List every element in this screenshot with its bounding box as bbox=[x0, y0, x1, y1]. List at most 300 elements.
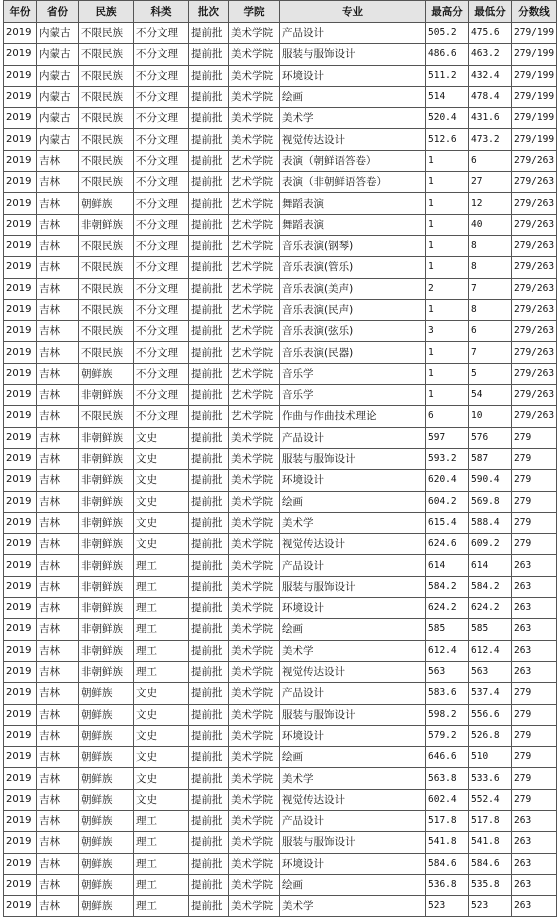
table-row bbox=[4, 172, 557, 193]
cell-ethnicity: 朝鲜族 bbox=[79, 747, 134, 768]
cell-year: 2019 bbox=[4, 427, 37, 448]
cell-subject-type: 文史 bbox=[134, 427, 189, 448]
cell-year: 2019 bbox=[4, 65, 37, 86]
cell-college: 艺术学院 bbox=[229, 406, 280, 427]
cell-ethnicity: 不限民族 bbox=[79, 65, 134, 86]
cell-subject-type: 不分文理 bbox=[134, 44, 189, 65]
cell-max-score: 593.2 bbox=[426, 448, 469, 469]
cell-year: 2019 bbox=[4, 896, 37, 917]
header-batch: 批次 bbox=[189, 1, 229, 23]
table-row bbox=[4, 385, 557, 406]
cell-batch: 提前批 bbox=[189, 342, 229, 363]
cell-max-score: 624.2 bbox=[426, 598, 469, 619]
cell-batch: 提前批 bbox=[189, 534, 229, 555]
cell-ethnicity: 非朝鲜族 bbox=[79, 640, 134, 661]
cell-major: 产品设计 bbox=[280, 683, 426, 704]
cell-ethnicity: 不限民族 bbox=[79, 23, 134, 44]
cell-min-score: 535.8 bbox=[469, 874, 512, 895]
header-cutoff-line: 分数线 bbox=[512, 1, 557, 23]
cell-college: 美术学院 bbox=[229, 448, 280, 469]
cell-batch: 提前批 bbox=[189, 448, 229, 469]
cell-batch: 提前批 bbox=[189, 768, 229, 789]
cell-major: 视觉传达设计 bbox=[280, 534, 426, 555]
cell-college: 艺术学院 bbox=[229, 299, 280, 320]
cell-max-score: 536.8 bbox=[426, 874, 469, 895]
cell-ethnicity: 朝鲜族 bbox=[79, 832, 134, 853]
cell-college: 美术学院 bbox=[229, 555, 280, 576]
cell-min-score: 537.4 bbox=[469, 683, 512, 704]
cell-province: 内蒙古 bbox=[37, 108, 79, 129]
cell-province: 吉林 bbox=[37, 768, 79, 789]
cell-max-score: 584.2 bbox=[426, 576, 469, 597]
admission-score-table bbox=[3, 0, 557, 917]
table-row bbox=[4, 768, 557, 789]
cell-batch: 提前批 bbox=[189, 725, 229, 746]
cell-batch: 提前批 bbox=[189, 789, 229, 810]
cell-subject-type: 文史 bbox=[134, 470, 189, 491]
cell-subject-type: 文史 bbox=[134, 534, 189, 555]
cell-batch: 提前批 bbox=[189, 23, 229, 44]
cell-cutoff-line: 263 bbox=[512, 619, 557, 640]
cell-major: 音乐表演(钢琴) bbox=[280, 235, 426, 256]
cell-max-score: 563.8 bbox=[426, 768, 469, 789]
cell-major: 环境设计 bbox=[280, 853, 426, 874]
cell-province: 吉林 bbox=[37, 491, 79, 512]
cell-major: 服装与服饰设计 bbox=[280, 576, 426, 597]
cell-subject-type: 不分文理 bbox=[134, 406, 189, 427]
cell-min-score: 585 bbox=[469, 619, 512, 640]
cell-min-score: 609.2 bbox=[469, 534, 512, 555]
cell-subject-type: 文史 bbox=[134, 789, 189, 810]
cell-year: 2019 bbox=[4, 299, 37, 320]
cell-subject-type: 不分文理 bbox=[134, 385, 189, 406]
cell-province: 吉林 bbox=[37, 704, 79, 725]
cell-min-score: 7 bbox=[469, 278, 512, 299]
cell-year: 2019 bbox=[4, 768, 37, 789]
cell-min-score: 552.4 bbox=[469, 789, 512, 810]
cell-min-score: 533.6 bbox=[469, 768, 512, 789]
cell-year: 2019 bbox=[4, 470, 37, 491]
cell-min-score: 27 bbox=[469, 172, 512, 193]
cell-cutoff-line: 279/263 bbox=[512, 299, 557, 320]
cell-college: 美术学院 bbox=[229, 725, 280, 746]
cell-min-score: 584.6 bbox=[469, 853, 512, 874]
cell-min-score: 563 bbox=[469, 661, 512, 682]
cell-year: 2019 bbox=[4, 214, 37, 235]
cell-year: 2019 bbox=[4, 491, 37, 512]
cell-province: 吉林 bbox=[37, 299, 79, 320]
cell-max-score: 1 bbox=[426, 257, 469, 278]
cell-cutoff-line: 279/263 bbox=[512, 342, 557, 363]
cell-min-score: 510 bbox=[469, 747, 512, 768]
cell-major: 绘画 bbox=[280, 86, 426, 107]
cell-min-score: 556.6 bbox=[469, 704, 512, 725]
cell-batch: 提前批 bbox=[189, 853, 229, 874]
header-row bbox=[4, 1, 557, 23]
table-row bbox=[4, 853, 557, 874]
cell-batch: 提前批 bbox=[189, 129, 229, 150]
cell-year: 2019 bbox=[4, 363, 37, 384]
cell-cutoff-line: 279/199 bbox=[512, 86, 557, 107]
cell-college: 美术学院 bbox=[229, 576, 280, 597]
cell-year: 2019 bbox=[4, 534, 37, 555]
cell-ethnicity: 不限民族 bbox=[79, 44, 134, 65]
cell-cutoff-line: 279/263 bbox=[512, 172, 557, 193]
cell-min-score: 612.4 bbox=[469, 640, 512, 661]
table-row bbox=[4, 448, 557, 469]
cell-province: 内蒙古 bbox=[37, 44, 79, 65]
cell-max-score: 579.2 bbox=[426, 725, 469, 746]
cell-year: 2019 bbox=[4, 747, 37, 768]
cell-subject-type: 文史 bbox=[134, 747, 189, 768]
cell-college: 美术学院 bbox=[229, 683, 280, 704]
cell-batch: 提前批 bbox=[189, 427, 229, 448]
cell-ethnicity: 非朝鲜族 bbox=[79, 619, 134, 640]
cell-major: 音乐学 bbox=[280, 363, 426, 384]
cell-province: 吉林 bbox=[37, 470, 79, 491]
cell-max-score: 615.4 bbox=[426, 512, 469, 533]
cell-ethnicity: 非朝鲜族 bbox=[79, 555, 134, 576]
cell-max-score: 604.2 bbox=[426, 491, 469, 512]
cell-batch: 提前批 bbox=[189, 598, 229, 619]
cell-major: 美术学 bbox=[280, 896, 426, 917]
cell-province: 吉林 bbox=[37, 619, 79, 640]
cell-max-score: 597 bbox=[426, 427, 469, 448]
cell-max-score: 517.8 bbox=[426, 810, 469, 831]
cell-cutoff-line: 279/263 bbox=[512, 385, 557, 406]
header-min-score: 最低分 bbox=[469, 1, 512, 23]
cell-college: 美术学院 bbox=[229, 86, 280, 107]
cell-cutoff-line: 279/263 bbox=[512, 150, 557, 171]
cell-subject-type: 文史 bbox=[134, 704, 189, 725]
table-row bbox=[4, 491, 557, 512]
cell-year: 2019 bbox=[4, 725, 37, 746]
cell-major: 服装与服饰设计 bbox=[280, 704, 426, 725]
cell-min-score: 523 bbox=[469, 896, 512, 917]
cell-major: 美术学 bbox=[280, 640, 426, 661]
table-row bbox=[4, 278, 557, 299]
cell-cutoff-line: 263 bbox=[512, 576, 557, 597]
table-row bbox=[4, 108, 557, 129]
table-row bbox=[4, 555, 557, 576]
cell-subject-type: 不分文理 bbox=[134, 150, 189, 171]
cell-college: 美术学院 bbox=[229, 768, 280, 789]
cell-ethnicity: 不限民族 bbox=[79, 129, 134, 150]
cell-batch: 提前批 bbox=[189, 491, 229, 512]
cell-major: 服装与服饰设计 bbox=[280, 832, 426, 853]
cell-batch: 提前批 bbox=[189, 86, 229, 107]
cell-college: 艺术学院 bbox=[229, 363, 280, 384]
cell-min-score: 8 bbox=[469, 299, 512, 320]
cell-min-score: 517.8 bbox=[469, 810, 512, 831]
cell-subject-type: 文史 bbox=[134, 683, 189, 704]
table-row bbox=[4, 640, 557, 661]
cell-min-score: 5 bbox=[469, 363, 512, 384]
cell-college: 美术学院 bbox=[229, 661, 280, 682]
cell-province: 吉林 bbox=[37, 598, 79, 619]
cell-college: 美术学院 bbox=[229, 65, 280, 86]
cell-ethnicity: 朝鲜族 bbox=[79, 704, 134, 725]
table-row bbox=[4, 342, 557, 363]
cell-year: 2019 bbox=[4, 512, 37, 533]
table-row bbox=[4, 406, 557, 427]
cell-min-score: 10 bbox=[469, 406, 512, 427]
cell-min-score: 7 bbox=[469, 342, 512, 363]
cell-max-score: 598.2 bbox=[426, 704, 469, 725]
cell-year: 2019 bbox=[4, 257, 37, 278]
table-row bbox=[4, 725, 557, 746]
cell-ethnicity: 朝鲜族 bbox=[79, 853, 134, 874]
cell-college: 艺术学院 bbox=[229, 321, 280, 342]
cell-subject-type: 理工 bbox=[134, 576, 189, 597]
cell-cutoff-line: 279/199 bbox=[512, 108, 557, 129]
cell-province: 吉林 bbox=[37, 832, 79, 853]
cell-province: 内蒙古 bbox=[37, 65, 79, 86]
table-row bbox=[4, 789, 557, 810]
table-row bbox=[4, 235, 557, 256]
cell-max-score: 1 bbox=[426, 235, 469, 256]
cell-year: 2019 bbox=[4, 598, 37, 619]
cell-subject-type: 理工 bbox=[134, 640, 189, 661]
cell-ethnicity: 朝鲜族 bbox=[79, 874, 134, 895]
cell-year: 2019 bbox=[4, 640, 37, 661]
cell-college: 美术学院 bbox=[229, 704, 280, 725]
cell-province: 吉林 bbox=[37, 278, 79, 299]
cell-province: 吉林 bbox=[37, 874, 79, 895]
cell-batch: 提前批 bbox=[189, 640, 229, 661]
cell-ethnicity: 非朝鲜族 bbox=[79, 385, 134, 406]
cell-province: 内蒙古 bbox=[37, 23, 79, 44]
cell-cutoff-line: 279/263 bbox=[512, 406, 557, 427]
cell-major: 环境设计 bbox=[280, 725, 426, 746]
header-subject-type: 科类 bbox=[134, 1, 189, 23]
cell-major: 美术学 bbox=[280, 768, 426, 789]
cell-cutoff-line: 279/199 bbox=[512, 129, 557, 150]
table-row bbox=[4, 512, 557, 533]
cell-year: 2019 bbox=[4, 683, 37, 704]
cell-province: 吉林 bbox=[37, 321, 79, 342]
cell-cutoff-line: 279/263 bbox=[512, 363, 557, 384]
cell-college: 美术学院 bbox=[229, 832, 280, 853]
cell-subject-type: 文史 bbox=[134, 768, 189, 789]
cell-province: 吉林 bbox=[37, 150, 79, 171]
cell-province: 内蒙古 bbox=[37, 129, 79, 150]
cell-college: 艺术学院 bbox=[229, 278, 280, 299]
cell-year: 2019 bbox=[4, 172, 37, 193]
table-row bbox=[4, 321, 557, 342]
cell-province: 吉林 bbox=[37, 576, 79, 597]
cell-year: 2019 bbox=[4, 406, 37, 427]
cell-cutoff-line: 279/263 bbox=[512, 214, 557, 235]
cell-year: 2019 bbox=[4, 555, 37, 576]
cell-cutoff-line: 279/199 bbox=[512, 44, 557, 65]
cell-province: 吉林 bbox=[37, 235, 79, 256]
cell-subject-type: 不分文理 bbox=[134, 129, 189, 150]
cell-province: 吉林 bbox=[37, 789, 79, 810]
cell-subject-type: 不分文理 bbox=[134, 65, 189, 86]
cell-cutoff-line: 279 bbox=[512, 427, 557, 448]
cell-province: 吉林 bbox=[37, 363, 79, 384]
cell-ethnicity: 非朝鲜族 bbox=[79, 448, 134, 469]
cell-ethnicity: 非朝鲜族 bbox=[79, 512, 134, 533]
cell-min-score: 588.4 bbox=[469, 512, 512, 533]
cell-ethnicity: 非朝鲜族 bbox=[79, 427, 134, 448]
cell-ethnicity: 非朝鲜族 bbox=[79, 491, 134, 512]
cell-subject-type: 文史 bbox=[134, 725, 189, 746]
cell-ethnicity: 不限民族 bbox=[79, 321, 134, 342]
cell-province: 吉林 bbox=[37, 385, 79, 406]
cell-cutoff-line: 279/263 bbox=[512, 321, 557, 342]
header-max-score: 最高分 bbox=[426, 1, 469, 23]
cell-batch: 提前批 bbox=[189, 683, 229, 704]
cell-major: 环境设计 bbox=[280, 470, 426, 491]
cell-max-score: 1 bbox=[426, 385, 469, 406]
cell-batch: 提前批 bbox=[189, 747, 229, 768]
cell-major: 绘画 bbox=[280, 747, 426, 768]
cell-year: 2019 bbox=[4, 810, 37, 831]
cell-year: 2019 bbox=[4, 576, 37, 597]
cell-cutoff-line: 279 bbox=[512, 704, 557, 725]
cell-max-score: 583.6 bbox=[426, 683, 469, 704]
cell-subject-type: 理工 bbox=[134, 853, 189, 874]
cell-ethnicity: 朝鲜族 bbox=[79, 810, 134, 831]
table-row bbox=[4, 427, 557, 448]
header-province: 省份 bbox=[37, 1, 79, 23]
cell-year: 2019 bbox=[4, 704, 37, 725]
header-college: 学院 bbox=[229, 1, 280, 23]
cell-batch: 提前批 bbox=[189, 235, 229, 256]
cell-subject-type: 不分文理 bbox=[134, 214, 189, 235]
cell-cutoff-line: 279 bbox=[512, 512, 557, 533]
table-row bbox=[4, 810, 557, 831]
cell-ethnicity: 不限民族 bbox=[79, 257, 134, 278]
cell-major: 音乐学 bbox=[280, 385, 426, 406]
header-ethnicity: 民族 bbox=[79, 1, 134, 23]
cell-province: 吉林 bbox=[37, 342, 79, 363]
cell-cutoff-line: 263 bbox=[512, 555, 557, 576]
cell-college: 美术学院 bbox=[229, 640, 280, 661]
cell-min-score: 432.4 bbox=[469, 65, 512, 86]
cell-province: 吉林 bbox=[37, 406, 79, 427]
cell-subject-type: 不分文理 bbox=[134, 342, 189, 363]
cell-province: 吉林 bbox=[37, 853, 79, 874]
cell-max-score: 1 bbox=[426, 172, 469, 193]
cell-max-score: 1 bbox=[426, 363, 469, 384]
cell-province: 吉林 bbox=[37, 257, 79, 278]
cell-province: 吉林 bbox=[37, 214, 79, 235]
cell-max-score: 6 bbox=[426, 406, 469, 427]
cell-max-score: 486.6 bbox=[426, 44, 469, 65]
cell-min-score: 475.6 bbox=[469, 23, 512, 44]
cell-province: 吉林 bbox=[37, 683, 79, 704]
cell-min-score: 8 bbox=[469, 235, 512, 256]
cell-year: 2019 bbox=[4, 448, 37, 469]
cell-ethnicity: 不限民族 bbox=[79, 172, 134, 193]
cell-max-score: 620.4 bbox=[426, 470, 469, 491]
table-row bbox=[4, 683, 557, 704]
header-year: 年份 bbox=[4, 1, 37, 23]
cell-major: 音乐表演(民声) bbox=[280, 299, 426, 320]
cell-max-score: 511.2 bbox=[426, 65, 469, 86]
cell-min-score: 569.8 bbox=[469, 491, 512, 512]
cell-major: 作曲与作曲技术理论 bbox=[280, 406, 426, 427]
cell-cutoff-line: 263 bbox=[512, 896, 557, 917]
cell-year: 2019 bbox=[4, 661, 37, 682]
cell-subject-type: 理工 bbox=[134, 832, 189, 853]
table-row bbox=[4, 363, 557, 384]
cell-major: 音乐表演(美声) bbox=[280, 278, 426, 299]
cell-cutoff-line: 279 bbox=[512, 470, 557, 491]
cell-college: 美术学院 bbox=[229, 874, 280, 895]
cell-major: 服装与服饰设计 bbox=[280, 448, 426, 469]
table-row bbox=[4, 214, 557, 235]
cell-major: 产品设计 bbox=[280, 810, 426, 831]
cell-max-score: 3 bbox=[426, 321, 469, 342]
cell-subject-type: 理工 bbox=[134, 598, 189, 619]
cell-batch: 提前批 bbox=[189, 172, 229, 193]
cell-max-score: 520.4 bbox=[426, 108, 469, 129]
cell-college: 艺术学院 bbox=[229, 172, 280, 193]
cell-cutoff-line: 279 bbox=[512, 725, 557, 746]
cell-province: 吉林 bbox=[37, 172, 79, 193]
cell-subject-type: 不分文理 bbox=[134, 278, 189, 299]
cell-batch: 提前批 bbox=[189, 704, 229, 725]
cell-min-score: 478.4 bbox=[469, 86, 512, 107]
cell-cutoff-line: 279/263 bbox=[512, 278, 557, 299]
cell-subject-type: 理工 bbox=[134, 555, 189, 576]
cell-major: 音乐表演(管乐) bbox=[280, 257, 426, 278]
table-row bbox=[4, 299, 557, 320]
cell-ethnicity: 不限民族 bbox=[79, 86, 134, 107]
cell-min-score: 584.2 bbox=[469, 576, 512, 597]
cell-college: 美术学院 bbox=[229, 427, 280, 448]
cell-province: 吉林 bbox=[37, 810, 79, 831]
cell-max-score: 2 bbox=[426, 278, 469, 299]
cell-ethnicity: 不限民族 bbox=[79, 278, 134, 299]
cell-major: 产品设计 bbox=[280, 555, 426, 576]
cell-max-score: 514 bbox=[426, 86, 469, 107]
cell-major: 服装与服饰设计 bbox=[280, 44, 426, 65]
cell-year: 2019 bbox=[4, 832, 37, 853]
cell-college: 美术学院 bbox=[229, 108, 280, 129]
cell-year: 2019 bbox=[4, 44, 37, 65]
cell-max-score: 585 bbox=[426, 619, 469, 640]
cell-ethnicity: 朝鲜族 bbox=[79, 683, 134, 704]
cell-subject-type: 理工 bbox=[134, 810, 189, 831]
cell-college: 美术学院 bbox=[229, 470, 280, 491]
cell-batch: 提前批 bbox=[189, 619, 229, 640]
cell-college: 艺术学院 bbox=[229, 385, 280, 406]
cell-min-score: 473.2 bbox=[469, 129, 512, 150]
cell-year: 2019 bbox=[4, 874, 37, 895]
cell-subject-type: 理工 bbox=[134, 896, 189, 917]
cell-college: 美术学院 bbox=[229, 129, 280, 150]
cell-ethnicity: 朝鲜族 bbox=[79, 725, 134, 746]
cell-cutoff-line: 263 bbox=[512, 874, 557, 895]
cell-cutoff-line: 279 bbox=[512, 768, 557, 789]
cell-province: 吉林 bbox=[37, 725, 79, 746]
cell-max-score: 1 bbox=[426, 299, 469, 320]
cell-min-score: 587 bbox=[469, 448, 512, 469]
table-row bbox=[4, 470, 557, 491]
cell-max-score: 512.6 bbox=[426, 129, 469, 150]
cell-college: 艺术学院 bbox=[229, 214, 280, 235]
cell-year: 2019 bbox=[4, 129, 37, 150]
cell-province: 吉林 bbox=[37, 512, 79, 533]
cell-batch: 提前批 bbox=[189, 278, 229, 299]
cell-major: 产品设计 bbox=[280, 427, 426, 448]
cell-college: 美术学院 bbox=[229, 789, 280, 810]
